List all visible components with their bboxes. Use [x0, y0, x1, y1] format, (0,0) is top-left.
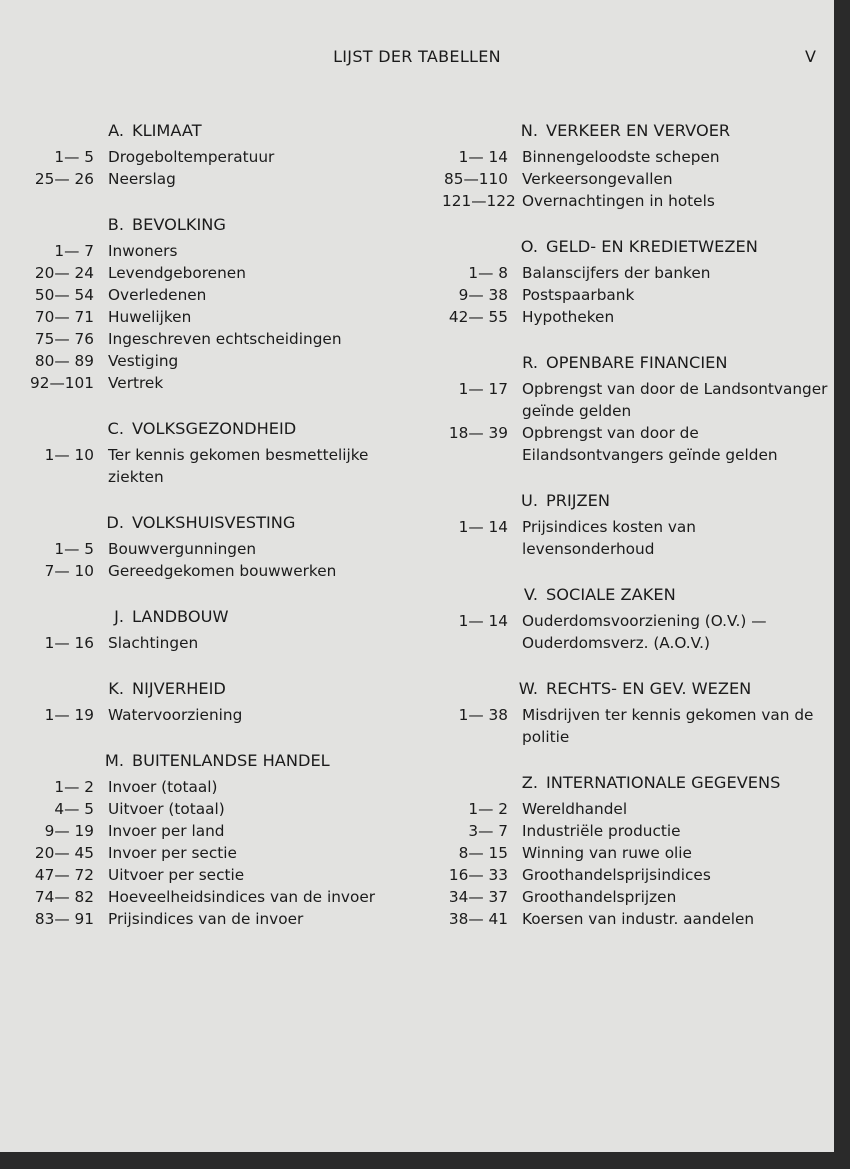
left-column	[28, 120, 418, 954]
table-description: Invoer per sectie	[108, 844, 237, 862]
table-entry	[442, 306, 832, 328]
table-range: 121—122	[442, 192, 516, 210]
table-description: Groothandelsprijzen	[522, 888, 677, 906]
section-letter: M.	[104, 751, 124, 770]
section-title: PRIJZEN	[546, 491, 610, 510]
table-range: 70— 71	[34, 308, 94, 326]
table-description: Koersen van industr. aandelen	[522, 910, 755, 928]
table-description: Neerslag	[108, 170, 176, 188]
table-range: 4— 5	[54, 800, 94, 818]
section-prijzen	[442, 490, 832, 560]
table-entry	[28, 776, 418, 798]
section-title: BUITENLANDSE HANDEL	[132, 751, 330, 770]
table-range: 20— 24	[34, 264, 94, 282]
table-description: Prijsindices kosten van levensonderhoud	[522, 518, 697, 558]
section-heading	[442, 120, 832, 142]
table-range: 1— 16	[44, 634, 94, 652]
section-openbare-financien	[442, 352, 832, 466]
table-description: Uitvoer (totaal)	[108, 800, 225, 818]
table-entry	[28, 146, 418, 168]
table-range: 83— 91	[34, 910, 94, 928]
section-heading	[442, 678, 832, 700]
section-heading	[442, 352, 832, 374]
section-title: SOCIALE ZAKEN	[546, 585, 676, 604]
table-entry	[28, 372, 418, 394]
table-description: Gereedgekomen bouwwerken	[108, 562, 337, 580]
section-heading	[28, 750, 418, 772]
table-range: 1— 14	[458, 518, 508, 536]
table-entry	[28, 704, 418, 726]
table-description: Winning van ruwe olie	[522, 844, 692, 862]
section-title: INTERNATIONALE GEGEVENS	[546, 773, 781, 792]
table-entry	[28, 262, 418, 284]
table-description: Watervoorziening	[108, 706, 243, 724]
section-heading	[442, 772, 832, 794]
table-entry	[442, 168, 832, 190]
table-range: 1— 2	[54, 778, 94, 796]
section-title: VOLKSGEZONDHEID	[132, 419, 297, 438]
table-range: 34— 37	[448, 888, 508, 906]
table-entry	[28, 632, 418, 654]
section-title: GELD- EN KREDIETWEZEN	[546, 237, 758, 256]
table-description: Bouwvergunningen	[108, 540, 257, 558]
table-range: 1— 5	[54, 148, 94, 166]
table-entry	[442, 378, 832, 422]
table-description: Wereldhandel	[522, 800, 628, 818]
section-heading	[28, 678, 418, 700]
table-description: Balanscijfers der banken	[522, 264, 711, 282]
table-description: Opbrengst van door de Landsontvanger geïnde gelden	[522, 380, 828, 420]
section-title: BEVOLKING	[132, 215, 226, 234]
table-range: 7— 10	[44, 562, 94, 580]
table-range: 47— 72	[34, 866, 94, 884]
section-heading	[28, 606, 418, 628]
section-letter: C.	[107, 419, 124, 438]
table-entry	[442, 798, 832, 820]
table-range: 1— 38	[458, 706, 508, 724]
table-entry	[442, 864, 832, 886]
table-range: 42— 55	[448, 308, 508, 326]
table-range: 38— 41	[448, 910, 508, 928]
section-title: VERKEER EN VERVOER	[546, 121, 731, 140]
table-entry	[442, 190, 832, 212]
section-klimaat	[28, 120, 418, 190]
table-entry	[442, 908, 832, 930]
section-letter: Z.	[521, 773, 538, 792]
table-description: Industriële productie	[522, 822, 681, 840]
table-range: 1— 2	[468, 800, 508, 818]
table-entry	[28, 306, 418, 328]
section-heading	[28, 214, 418, 236]
section-letter: K.	[108, 679, 124, 698]
table-entry	[28, 284, 418, 306]
section-heading	[442, 490, 832, 512]
table-entry	[28, 168, 418, 190]
table-entry	[28, 798, 418, 820]
table-entry	[28, 864, 418, 886]
section-title: VOLKSHUISVESTING	[132, 513, 296, 532]
section-letter: R.	[522, 353, 538, 372]
section-letter: O.	[520, 237, 538, 256]
table-entry	[28, 328, 418, 350]
table-description: Groothandelsprijsindices	[522, 866, 711, 884]
table-description: Slachtingen	[108, 634, 199, 652]
section-verkeer-en-vervoer	[442, 120, 832, 212]
table-description: Misdrijven ter kennis gekomen van de politie	[522, 706, 814, 746]
table-description: Ter kennis gekomen besmettelijke ziekten	[108, 446, 369, 486]
table-range: 8— 15	[458, 844, 508, 862]
table-description: Invoer (totaal)	[108, 778, 218, 796]
section-letter: D.	[106, 513, 124, 532]
table-entry	[28, 444, 418, 488]
table-entry	[28, 538, 418, 560]
right-column	[442, 120, 832, 954]
table-description: Opbrengst van door de Eilandsontvangers geïnde gelden	[522, 424, 778, 464]
section-landbouw	[28, 606, 418, 654]
table-description: Vertrek	[108, 374, 164, 392]
table-description: Prijsindices van de invoer	[108, 910, 304, 928]
table-description: Invoer per land	[108, 822, 225, 840]
table-description: Inwoners	[108, 242, 178, 260]
section-title: LANDBOUW	[132, 607, 229, 626]
table-range: 1— 10	[44, 446, 94, 464]
table-entry	[442, 704, 832, 748]
section-heading	[28, 418, 418, 440]
table-range: 16— 33	[448, 866, 508, 884]
section-letter: N.	[520, 121, 538, 140]
table-entry	[442, 842, 832, 864]
section-volkshuisvesting	[28, 512, 418, 582]
table-description: Overledenen	[108, 286, 207, 304]
table-description: Huwelijken	[108, 308, 192, 326]
section-letter: B.	[107, 215, 124, 234]
table-description: Vestiging	[108, 352, 179, 370]
table-range: 1— 5	[54, 540, 94, 558]
table-description: Uitvoer per sectie	[108, 866, 245, 884]
page-title: LIJST DER TABELLEN	[333, 47, 501, 66]
section-sociale-zaken	[442, 584, 832, 654]
table-entry	[442, 146, 832, 168]
table-range: 1— 14	[458, 148, 508, 166]
section-letter: J.	[114, 607, 124, 626]
section-title: KLIMAAT	[132, 121, 202, 140]
table-range: 18— 39	[448, 424, 508, 442]
table-description: Ingeschreven echtscheidingen	[108, 330, 342, 348]
section-letter: W.	[518, 679, 538, 698]
section-title: RECHTS- EN GEV. WEZEN	[546, 679, 752, 698]
section-letter: V.	[523, 585, 538, 604]
table-entry	[28, 350, 418, 372]
table-entry	[442, 610, 832, 654]
table-range: 3— 7	[468, 822, 508, 840]
table-range: 92—101	[30, 374, 94, 392]
table-entry	[28, 560, 418, 582]
table-entry	[28, 908, 418, 930]
table-range: 20— 45	[34, 844, 94, 862]
table-range: 9— 19	[44, 822, 94, 840]
table-description: Verkeersongevallen	[522, 170, 673, 188]
section-buitenlandse-handel	[28, 750, 418, 930]
section-internationale-gegevens	[442, 772, 832, 930]
section-letter: U.	[521, 491, 538, 510]
section-geld-en-kredietwezen	[442, 236, 832, 328]
section-bevolking	[28, 214, 418, 394]
table-range: 1— 19	[44, 706, 94, 724]
table-range: 75— 76	[34, 330, 94, 348]
table-entry	[28, 820, 418, 842]
section-nijverheid	[28, 678, 418, 726]
page-number: V	[805, 47, 816, 66]
table-range: 74— 82	[34, 888, 94, 906]
table-range: 1— 8	[468, 264, 508, 282]
table-description: Drogeboltemperatuur	[108, 148, 275, 166]
table-entry	[28, 886, 418, 908]
section-title: NIJVERHEID	[132, 679, 226, 698]
section-heading	[28, 120, 418, 142]
table-entry	[442, 516, 832, 560]
table-description: Postspaarbank	[522, 286, 635, 304]
table-entry	[28, 240, 418, 262]
table-entry	[28, 842, 418, 864]
table-description: Overnachtingen in hotels	[522, 192, 715, 210]
section-letter: A.	[108, 121, 124, 140]
table-range: 25— 26	[34, 170, 94, 188]
table-description: Hypotheken	[522, 308, 615, 326]
table-range: 1— 7	[54, 242, 94, 260]
table-description: Hoeveelheidsindices van de invoer	[108, 888, 376, 906]
table-entry	[442, 262, 832, 284]
section-heading	[442, 236, 832, 258]
section-title: OPENBARE FINANCIEN	[546, 353, 728, 372]
table-range: 80— 89	[34, 352, 94, 370]
table-range: 1— 17	[458, 380, 508, 398]
section-heading	[442, 584, 832, 606]
table-description: Ouderdomsvoorziening (O.V.) — Ouderdomsverz. (A.O.V.)	[522, 612, 767, 652]
section-rechts-en-gev-wezen	[442, 678, 832, 748]
table-entry	[442, 422, 832, 466]
table-entry	[442, 886, 832, 908]
section-volksgezondheid	[28, 418, 418, 488]
section-heading	[28, 512, 418, 534]
table-range: 9— 38	[458, 286, 508, 304]
table-range: 1— 14	[458, 612, 508, 630]
table-range: 50— 54	[34, 286, 94, 304]
table-entry	[442, 284, 832, 306]
table-description: Binnengeloodste schepen	[522, 148, 720, 166]
table-range: 85—110	[444, 170, 508, 188]
table-entry	[442, 820, 832, 842]
table-description: Levendgeborenen	[108, 264, 246, 282]
